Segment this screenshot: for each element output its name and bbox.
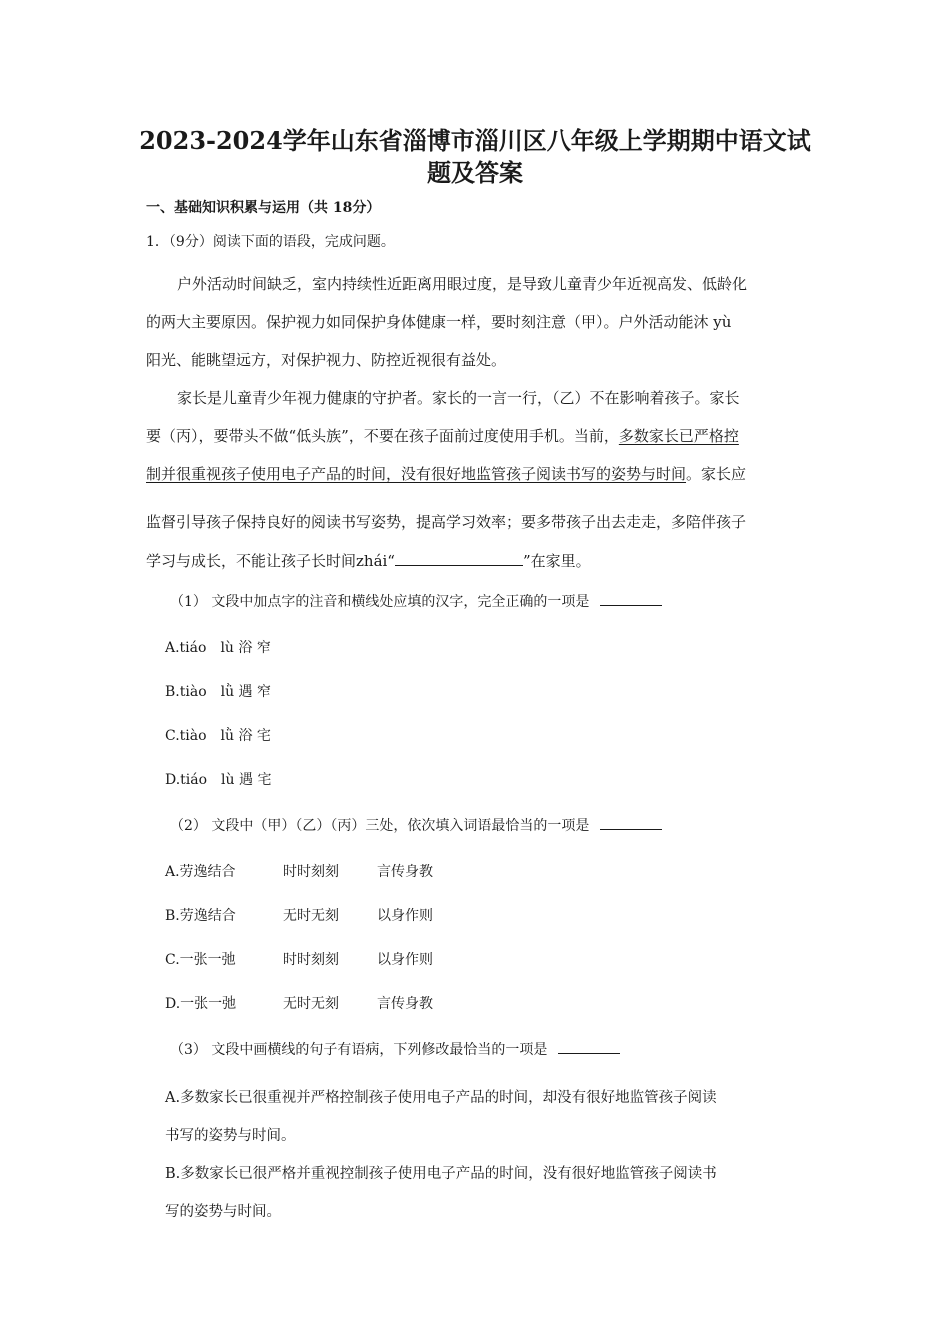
document-title-line-2: 题及答案 [427,158,523,187]
subquestion-2-option-c [165,950,433,970]
passage-p2-line-1: 家长是儿童青少年视力健康的守护者。家长的一言一行，（乙）不在影响着孩子。家长 [177,389,740,407]
subquestion-1-option-a: A.tiáo lù 浴 窄 [165,640,271,656]
answer-blank-3 [558,1038,620,1054]
passage-p2-line-2 [146,426,739,446]
answer-blank-1 [600,590,662,606]
option-d-word-1: D.一张一弛 [165,996,237,1012]
passage-p2-line-3-text: 。家长应 [686,465,747,483]
subquestion-1-option-d: D.tiáo lù 遇 宅 [165,772,272,788]
subquestion-3-option-a-line-2: 书写的姿势与时间。 [165,1128,296,1144]
passage-p1-line-2: 的两大主要原因。保护视力如同保护身体健康一样，要时刻注意（甲）。户外活动能沐 yù [146,313,732,331]
passage-p2-line-2-text: 要（丙），要带头不做“低头族”，不要在孩子面前过度使用手机。当前， [146,427,619,445]
passage-p2-line-3 [146,464,746,484]
passage-p2-line-5-end: ”在家里。 [522,552,591,570]
subquestion-2-text: （2） 文段中（甲）（乙）（丙）三处，依次填入词语最恰当的一项是 [170,818,590,834]
subquestion-3-option-b-line-1: B.多数家长已很严格并重视控制孩子使用电子产品的时间，没有很好地监管孩子阅读书 [165,1166,717,1182]
option-d-word-3: 言传身教 [377,996,433,1012]
option-b-word-3: 以身作则 [377,908,433,924]
option-c-word-2: 时时刻刻 [283,952,339,968]
subquestion-1-text: （1） 文段中加点字的注音和横线处应填的汉字，完全正确的一项是 [170,594,590,610]
option-b-word-1: B.劳逸结合 [165,908,236,924]
passage-p2-line-4: 监督引导孩子保持良好的阅读书写姿势，提高学习效率；要多带孩子出去走走，多陪伴孩子 [146,513,747,531]
subquestion-2-option-b [165,906,433,926]
option-c-word-3: 以身作则 [377,952,433,968]
underlined-sentence-part-2: 制并很重视孩子使用电子产品的时间，没有很好地监管孩子阅读书写的姿势与时间 [146,465,687,483]
option-d-word-2: 无时无刻 [283,996,339,1012]
subquestion-2-option-d [165,994,433,1014]
passage-p2-line-5 [146,550,591,571]
subquestion-2-option-a [165,862,433,882]
answer-blank-2 [600,814,662,830]
subquestion-1 [170,590,662,612]
option-b-word-2: 无时无刻 [283,908,339,924]
subquestion-1-option-c: C.tiào lǜ 浴 宅 [165,728,271,744]
subquestion-3-option-a-line-1: A.多数家长已很重视并严格控制孩子使用电子产品的时间，却没有很好地监管孩子阅读 [165,1090,717,1106]
passage-p1-line-1: 户外活动时间缺乏，室内持续性近距离用眼过度，是导致儿童青少年近视高发、低龄化 [177,275,748,293]
option-a-word-1: A.劳逸结合 [165,864,236,880]
subquestion-1-option-b: B.tiào lǜ 遇 窄 [165,684,272,700]
subquestion-3-text: （3） 文段中画横线的句子有语病，下列修改最恰当的一项是 [170,1042,548,1058]
passage-p1-line-3: 阳光、能眺望远方，对保护视力、防控近视很有益处。 [146,351,507,369]
document-title-line-1: 2023-2024学年山东省淄博市淄川区八年级上学期期中语文试 [139,126,811,155]
option-a-word-3: 言传身教 [377,864,433,880]
section-heading: 一、基础知识积累与运用（共 18分） [146,200,381,216]
question-1-header: 1．（9分）阅读下面的语段，完成问题。 [146,234,395,250]
passage-p2-line-5-text: 学习与成长，不能让孩子长时间zhái“ [146,552,395,570]
subquestion-3 [170,1038,620,1060]
subquestion-2 [170,814,662,836]
option-a-word-2: 时时刻刻 [283,864,339,880]
subquestion-3-option-b-line-2: 写的姿势与时间。 [165,1204,281,1220]
option-c-word-1: C.一张一弛 [165,952,236,968]
fill-blank [395,550,523,566]
underlined-sentence-part-1: 多数家长已严格控 [618,427,739,445]
